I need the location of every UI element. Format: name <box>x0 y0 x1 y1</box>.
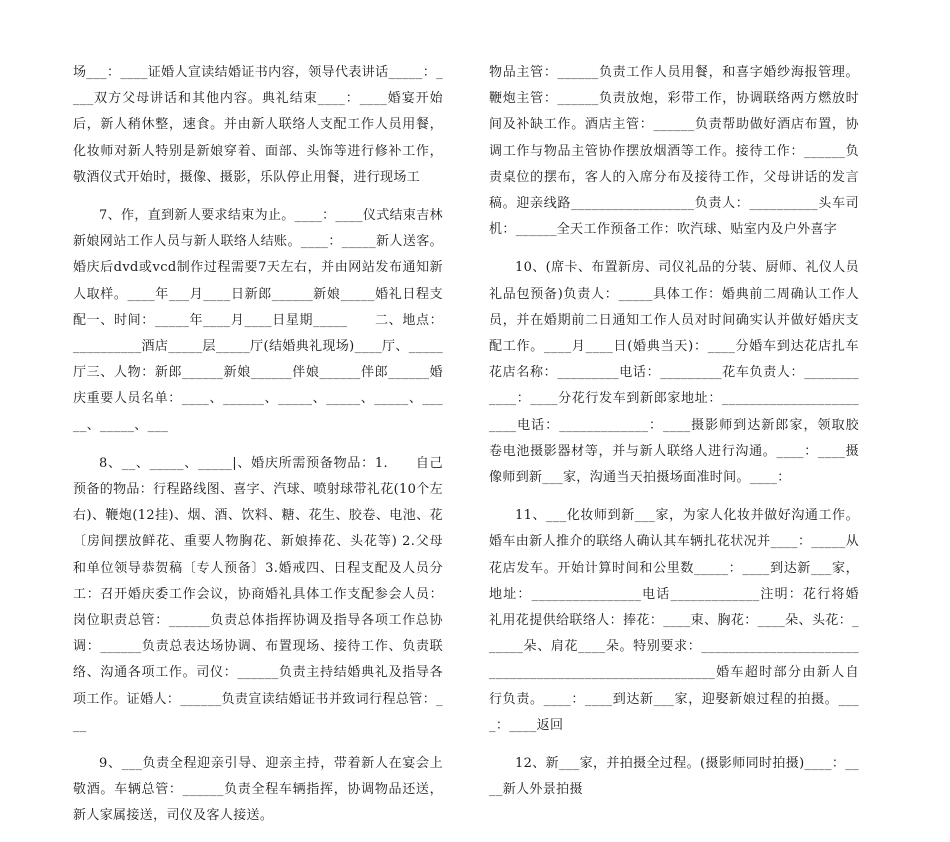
paragraph-9-vehicle-manager: 9、___负责全程迎亲引导、迎亲主持，带着新人在宴会上敬酒。车辆总管：______负责全程车辆指挥，协调物品还送，新人家属接送，司仪及客人接送。 <box>73 756 443 824</box>
right-column <box>489 60 859 815</box>
paragraph-12-photography: 12、新___家，并拍摄全过程。(摄影师同时拍摄)____：____新人外景拍摄 <box>489 756 859 798</box>
paragraph-11-makeup-and-car: 11、___化妆师到新___家，为家人化妆并做好沟通工作。婚车由新人推介的联络人确认其车辆扎花状况并____：_____从花店发车。开始计算时间和公里数_____：____到达新___家，地址：________________电话_____________注明：花行将婚礼用花提供给联络人：捧花：____束、胸花：____朵、头花：______朵、肩花____朵。特别要求：________________________________________________________婚车超时部分由新人自行负责。____：____到达新___家，迎娶新娘过程的拍摄。____：____返回 <box>489 508 859 733</box>
paragraph-7-schedule: 7、作，直到新人要求结束为止。____：____仪式结束吉林新娘网站工作人员与新人联络人结账。____：_____新人送客。婚庆后dvd或vcd制作过程需要7天左右，并由网站发布通知新人取样。____年___月____日新郎______新娘_____婚礼日程支配一、时间：_____年____月____日星期_____ 二、地点：__________酒店_____层_____厅(结婚典礼现场)____厅、_____厅三、人物：新郎______新娘______伴娘______伴郎______婚庆重要人员名单：____、______、_____、_____、_____、_____、_____、___ <box>73 208 443 433</box>
paragraph-8-supplies-and-roles: 8、__、_____、_____|、婚庆所需预备物品：1. 自己预备的物品：行程路线图、喜字、汽球、喷射球带礼花(10个左右)、鞭炮(12挂)、烟、酒、饮料、糖、花生、胶卷、电池、花〔房间摆放鲜花、重要人物胸花、新娘捧花、头花等) 2.父母和单位领导恭贺稿〔专人预备〕3.婚戒四、日程支配及人员分工：召开婚庆委工作会议，协商婚礼具体工作支配参会人员：岗位职责总管：______负责总体指挥协调及指导各项工作总协调：______负责总表达场协调、布置现场、接待工作、负责联络、沟通各项工作。司仪：______负责主持结婚典礼及指导各项工作。证婚人：______负责宣读结婚证书并致词行程总管：___ <box>73 455 443 733</box>
left-column <box>73 60 443 842</box>
paragraph-10-wedding-day: 10、(席卡、布置新房、司仪礼品的分装、厨师、礼仪人员礼品包预备)负责人：_____具体工作：婚典前二周确认工作人员，并在婚期前二日通知工作人员对时间确实认并做好婚庆支配工作。____月____日(婚典当天)：____分婚车到达花店扎车花店名称：_________电话：_________花车负责人：____________：____分花行发车到新郎家地址：________________________电话：_____________：____摄影师到达新郎家，领取胶卷电池摄影器材等，并与新人联络人进行沟通。____：____摄像师到新___家，沟通当天拍摄场面准时间。____： <box>489 260 859 486</box>
paragraph-wedding-ceremony-end: 场___：____证婚人宣读结婚证书内容，领导代表讲话_____：____双方父母讲话和其他内容。典礼结束____：____婚宴开始后，新人稍休整，速食。并由新人联络人支配工作人员用餐，化妆师对新人特别是新娘穿着、面部、头饰等进行修补工作，敬酒仪式开始时，摄像、摄影，乐队停止用餐，进行现场工 <box>73 65 443 185</box>
paragraph-item-managers: 物品主管：______负责工作人员用餐，和喜字婚纱海报管理。鞭炮主管：______负责放炮，彩带工作，协调联络两方燃放时间及补缺工作。酒店主管：______负责帮助做好酒店布置，协调工作与物品主管协作摆放烟酒等工作。接待工作：______负责桌位的摆布，客人的入席分布及接待工作，父母讲话的发言稿。迎亲线路__________________负责人：__________头车司机：______全天工作预备工作：吹汽球、贴室内及户外喜字 <box>489 65 859 238</box>
